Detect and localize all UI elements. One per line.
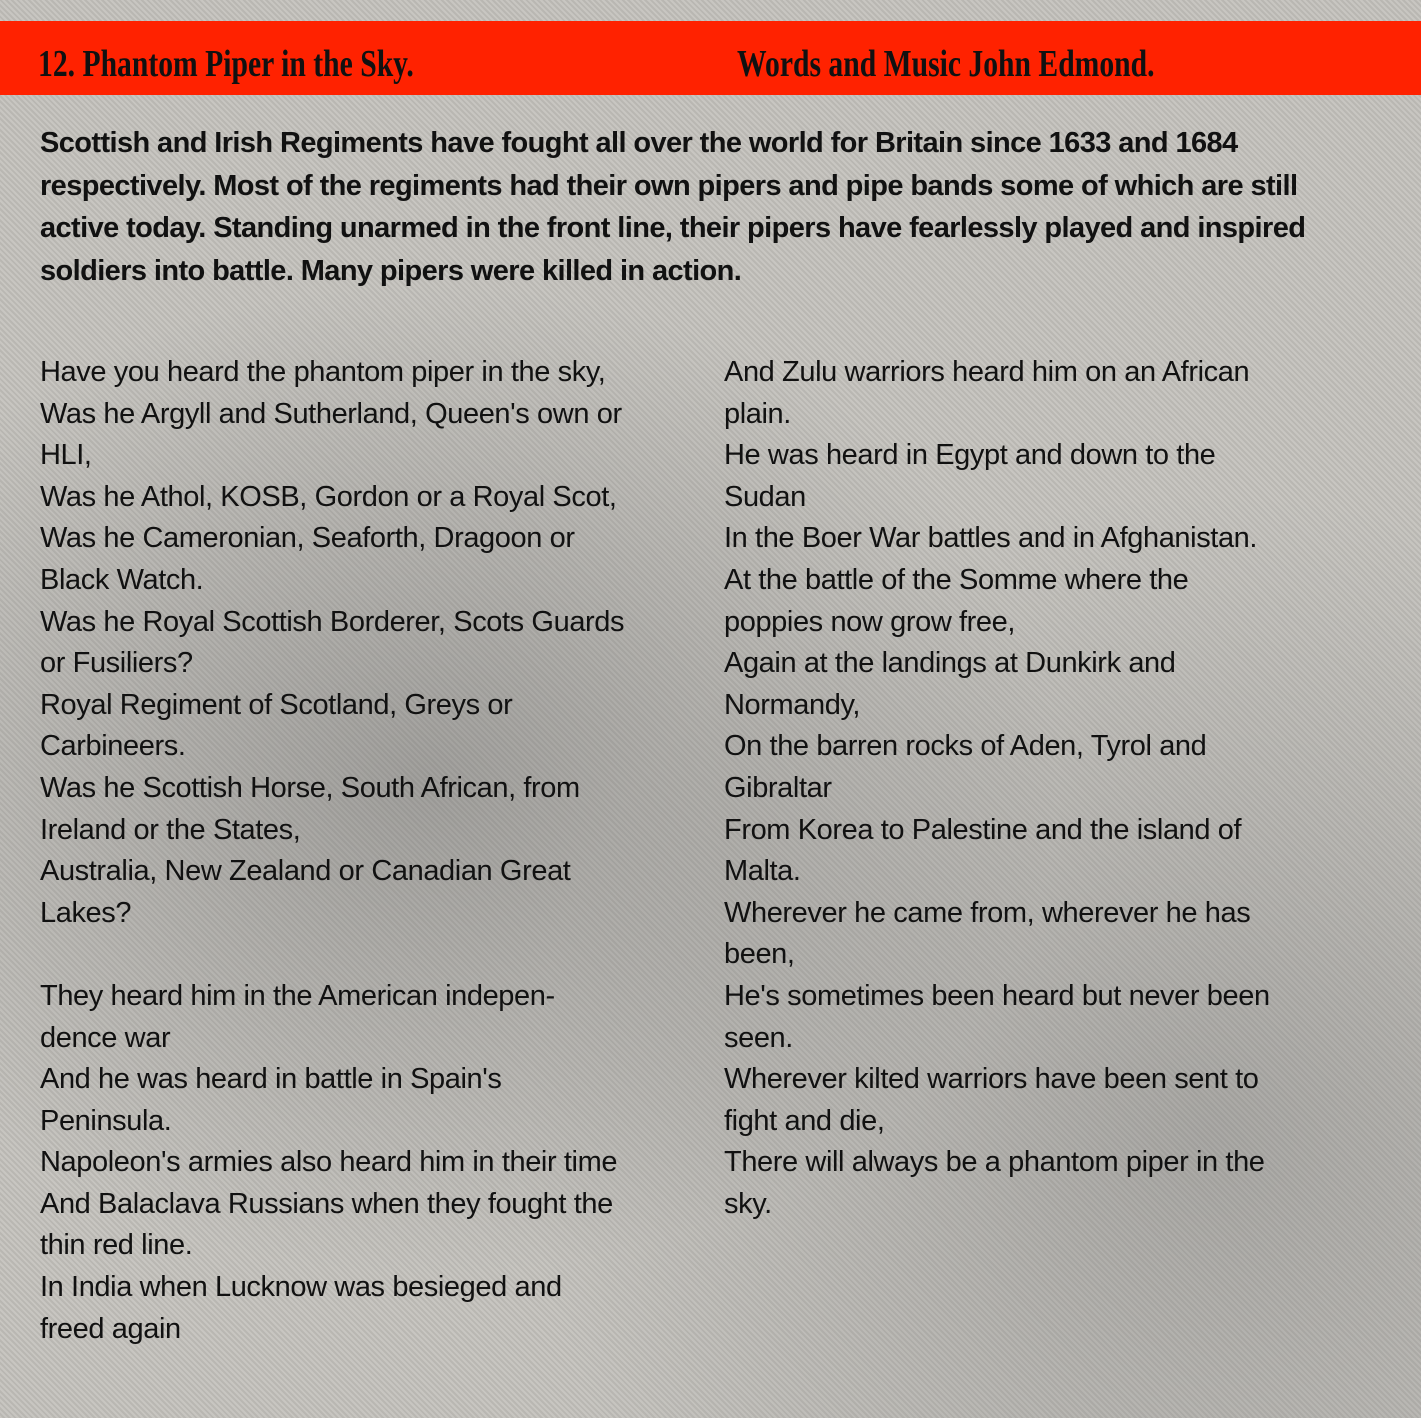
- lyric-line: He's sometimes been heard but never been: [724, 979, 1270, 1012]
- lyric-line: Napoleon's armies also heard him in their time: [40, 1146, 618, 1179]
- lyric-line: plain.: [724, 397, 791, 430]
- lyric-line: Was he Argyll and Sutherland, Queen's own or: [40, 397, 622, 430]
- lyric-line: Have you heard the phantom piper in the sky,: [40, 356, 606, 388]
- lyric-line: seen.: [724, 1021, 793, 1054]
- lyric-line: And Zulu warriors heard him on an African: [724, 356, 1250, 388]
- lyric-line: or Fusiliers?: [40, 647, 193, 680]
- lyric-line: On the barren rocks of Aden, Tyrol and: [724, 730, 1207, 763]
- lyric-line: There will always be a phantom piper in the: [724, 1146, 1265, 1179]
- intro-paragraph: Scottish and Irish Regiments have fought all over the world for Britain since 1633 and 1684 respectively. Most of the regiments had their own pipers and pipe bands some of which are still active today. Standing unarmed in the front line, their pipers have fearlessly played and inspired soldiers into battle. Many pipers were killed in action.: [40, 127, 1306, 287]
- lyric-line: Royal Regiment of Scotland, Greys or: [40, 688, 513, 721]
- lyric-line: Gibraltar: [724, 771, 832, 804]
- lyric-line: Again at the landings at Dunkirk and: [724, 647, 1176, 680]
- lyric-line: In India when Lucknow was besieged and: [40, 1271, 562, 1304]
- lyrics-right-column: [724, 352, 1270, 1225]
- lyric-line: [40, 934, 624, 976]
- lyric-line: And he was heard in battle in Spain's: [40, 1063, 502, 1096]
- lyric-line: Was he Scottish Horse, South African, from: [40, 771, 580, 804]
- lyric-line: Was he Cameronian, Seaforth, Dragoon or: [40, 522, 575, 555]
- lyric-line: He was heard in Egypt and down to the: [724, 439, 1216, 472]
- lyric-line: They heard him in the American indepen-: [40, 979, 555, 1012]
- lyric-line: Carbineers.: [40, 730, 186, 763]
- lyric-line: thin red line.: [40, 1229, 193, 1262]
- lyric-line: sky.: [724, 1187, 772, 1220]
- lyric-line: From Korea to Palestine and the island of: [724, 813, 1242, 846]
- lyric-line: Wherever he came from, wherever he has: [724, 896, 1251, 929]
- lyric-line: Wherever kilted warriors have been sent to: [724, 1063, 1259, 1096]
- lyric-line: In the Boer War battles and in Afghanistan.: [724, 522, 1258, 555]
- lyric-line: Malta.: [724, 855, 801, 888]
- lyric-line: Australia, New Zealand or Canadian Great: [40, 855, 571, 888]
- lyric-line: fight and die,: [724, 1104, 885, 1137]
- lyric-line: Normandy,: [724, 688, 861, 721]
- lyric-line: Sudan: [724, 480, 806, 513]
- lyric-line: poppies now grow free,: [724, 605, 1016, 638]
- lyric-line: freed again: [40, 1312, 181, 1345]
- lyric-line: Black Watch.: [40, 563, 204, 596]
- lyric-line: At the battle of the Somme where the: [724, 563, 1189, 596]
- lyric-line: Ireland or the States,: [40, 813, 301, 846]
- song-title: 12. Phantom Piper in the Sky.: [38, 43, 414, 85]
- lyrics-left-column: [40, 352, 624, 1350]
- lyric-line: dence war: [40, 1021, 171, 1054]
- lyric-line: been,: [724, 938, 795, 971]
- lyric-line: Was he Royal Scottish Borderer, Scots Guards: [40, 605, 625, 638]
- lyric-line: Lakes?: [40, 896, 132, 929]
- lyric-line: HLI,: [40, 439, 92, 472]
- lyric-line: And Balaclava Russians when they fought the: [40, 1187, 613, 1220]
- lyric-line: Was he Athol, KOSB, Gordon or a Royal Scot,: [40, 480, 617, 513]
- lyric-line: Peninsula.: [40, 1104, 172, 1137]
- song-credit: Words and Music John Edmond.: [737, 43, 1155, 85]
